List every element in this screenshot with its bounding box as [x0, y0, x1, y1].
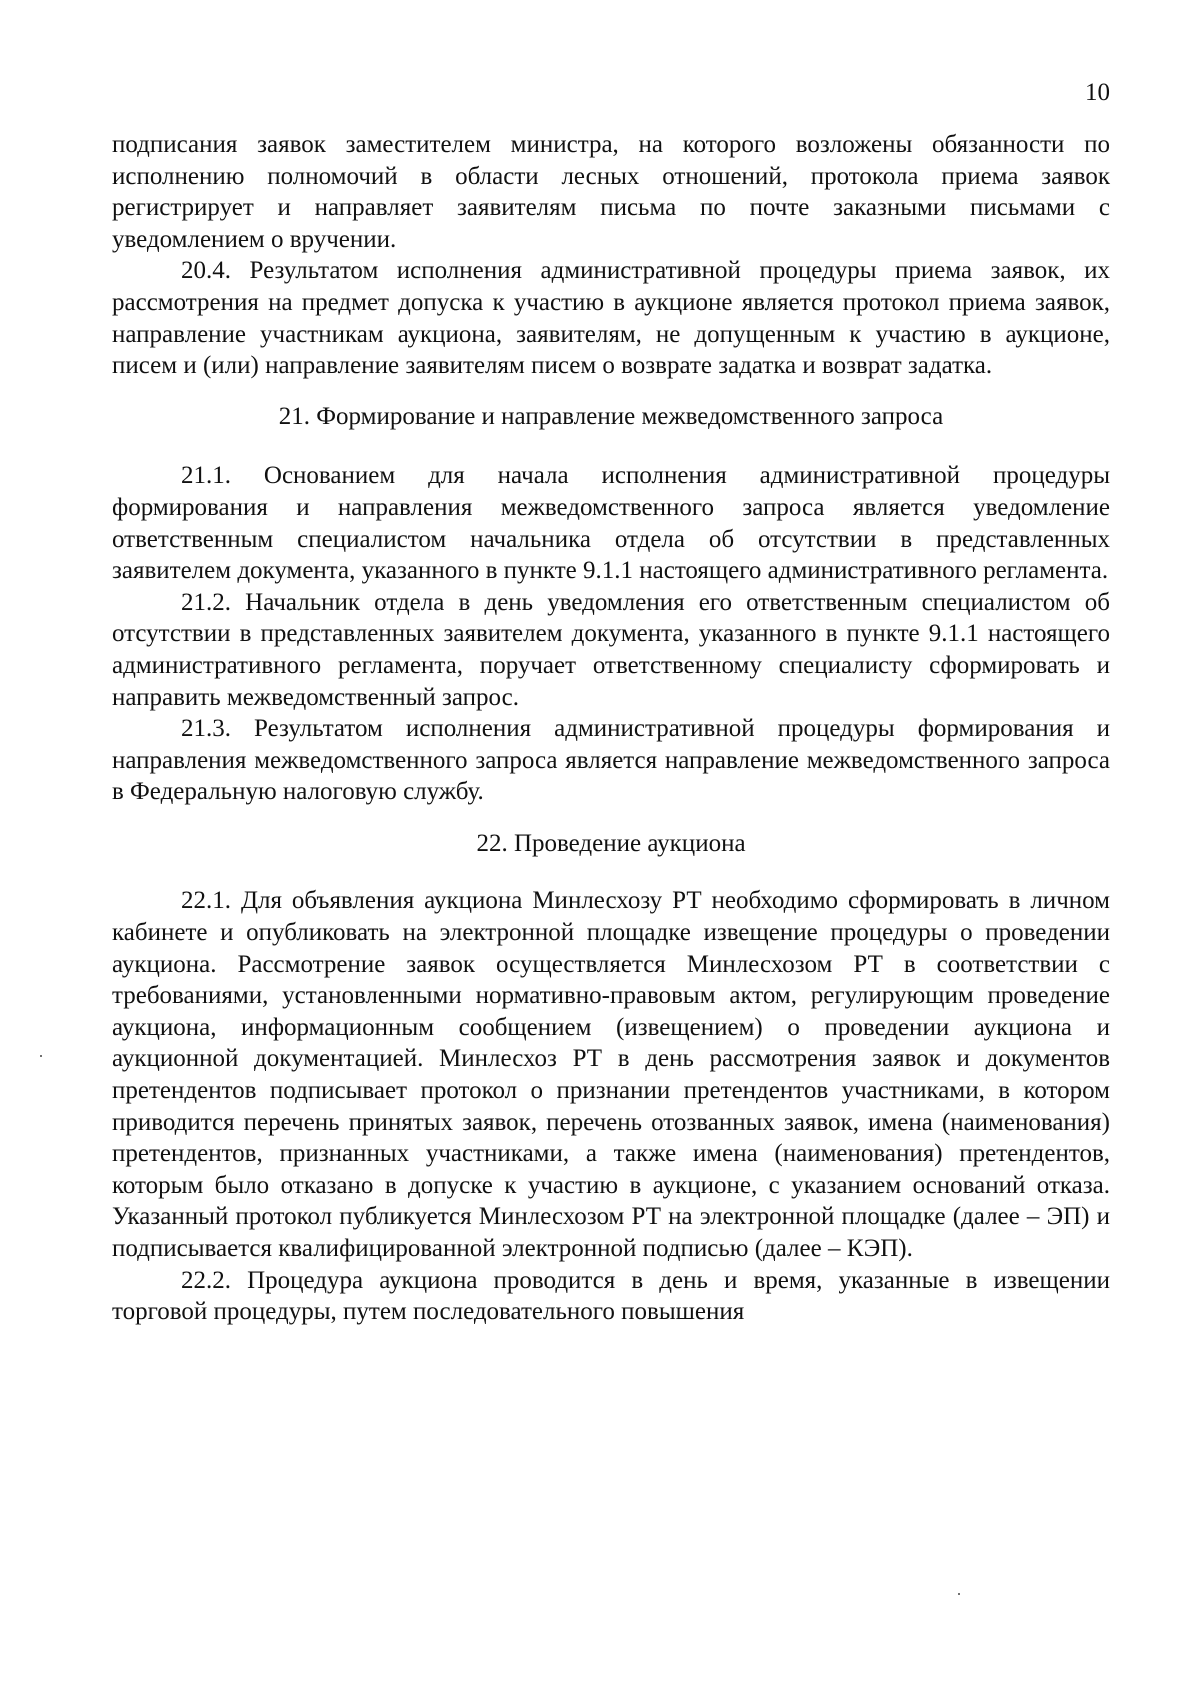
scan-speck: [40, 1055, 42, 1057]
scan-speck: [958, 1593, 960, 1595]
page-number: 10: [1085, 79, 1110, 106]
paragraph-20-4: 20.4. Результатом исполнения административной процедуры приема заявок, их рассмотрения на предмет допуска к участию в аукционе является протокол приема заявок, направление участникам аукциона, заявителям, не допущенным к участию в аукционе, писем и (или) направление заявителям писем о возврате задатка и возврат задатка.: [112, 257, 1110, 380]
section-heading-21: 21. Формирование и направление межведомственного запроса: [278, 402, 944, 430]
paragraph-continuation: подписания заявок заместителем министра, на которого возложены обязанности по исполнению полномочий в области лесных отношений, протокола приема заявок регистрирует и направляет заявителям письма по почте заказными письмами с уведомлением о вручении.: [112, 131, 1110, 253]
paragraph-21-3: 21.3. Результатом исполнения административной процедуры формирования и направления межведомственного запроса является направление межведомственного запроса в Федеральную налоговую службу.: [112, 715, 1110, 806]
section-heading-22: 22. Проведение аукциона: [476, 829, 746, 857]
paragraph-21-2: 21.2. Начальник отдела в день уведомления его ответственным специалистом об отсутствии в представленных заявителем документа, указанного в пункте 9.1.1 настоящего административного регламента, поручает ответственному специалисту сформировать и направить межведомственный запрос.: [112, 588, 1110, 711]
paragraph-22-1: 22.1. Для объявления аукциона Минлесхозу РТ необходимо сформировать в личном кабинете и опубликовать на электронной площадке извещение процедуры о проведении аукциона. Рассмотрение заявок осуществляется Минлесхозом РТ в соответствии с требованиями, установленными нормативно-правовым актом, регулирующим проведение аукциона, информационным сообщением (извещением) о проведении аукциона и аукционной документацией. Минлесхоз РТ в день рассмотрения заявок и документов претендентов подписывает протокол о признании претендентов участниками, в котором приводится перечень принятых заявок, перечень отозванных заявок, имена (наименования) претендентов, признанных участниками, а также имена (наименования) претендентов, которым было отказано в допуске к участию в аукционе, с указанием оснований отказа. Указанный протокол публикуется Минлесхозом РТ на электронной площадке (далее – ЭП) и подписывается квалифицированной электронной подписью (далее – КЭП).: [112, 887, 1110, 1262]
paragraph-22-2: 22.2. Процедура аукциона проводится в день и время, указанные в извещении торговой процедуры, путем последовательного повышения: [112, 1266, 1110, 1326]
document-body: [112, 129, 1110, 1328]
paragraph-21-1: 21.1. Основанием для начала исполнения административной процедуры формирования и направления межведомственного запроса является уведомление ответственным специалистом начальника отдела об отсутствии в представленных заявителем документа, указанного в пункте 9.1.1 настоящего административного регламента.: [112, 462, 1110, 585]
